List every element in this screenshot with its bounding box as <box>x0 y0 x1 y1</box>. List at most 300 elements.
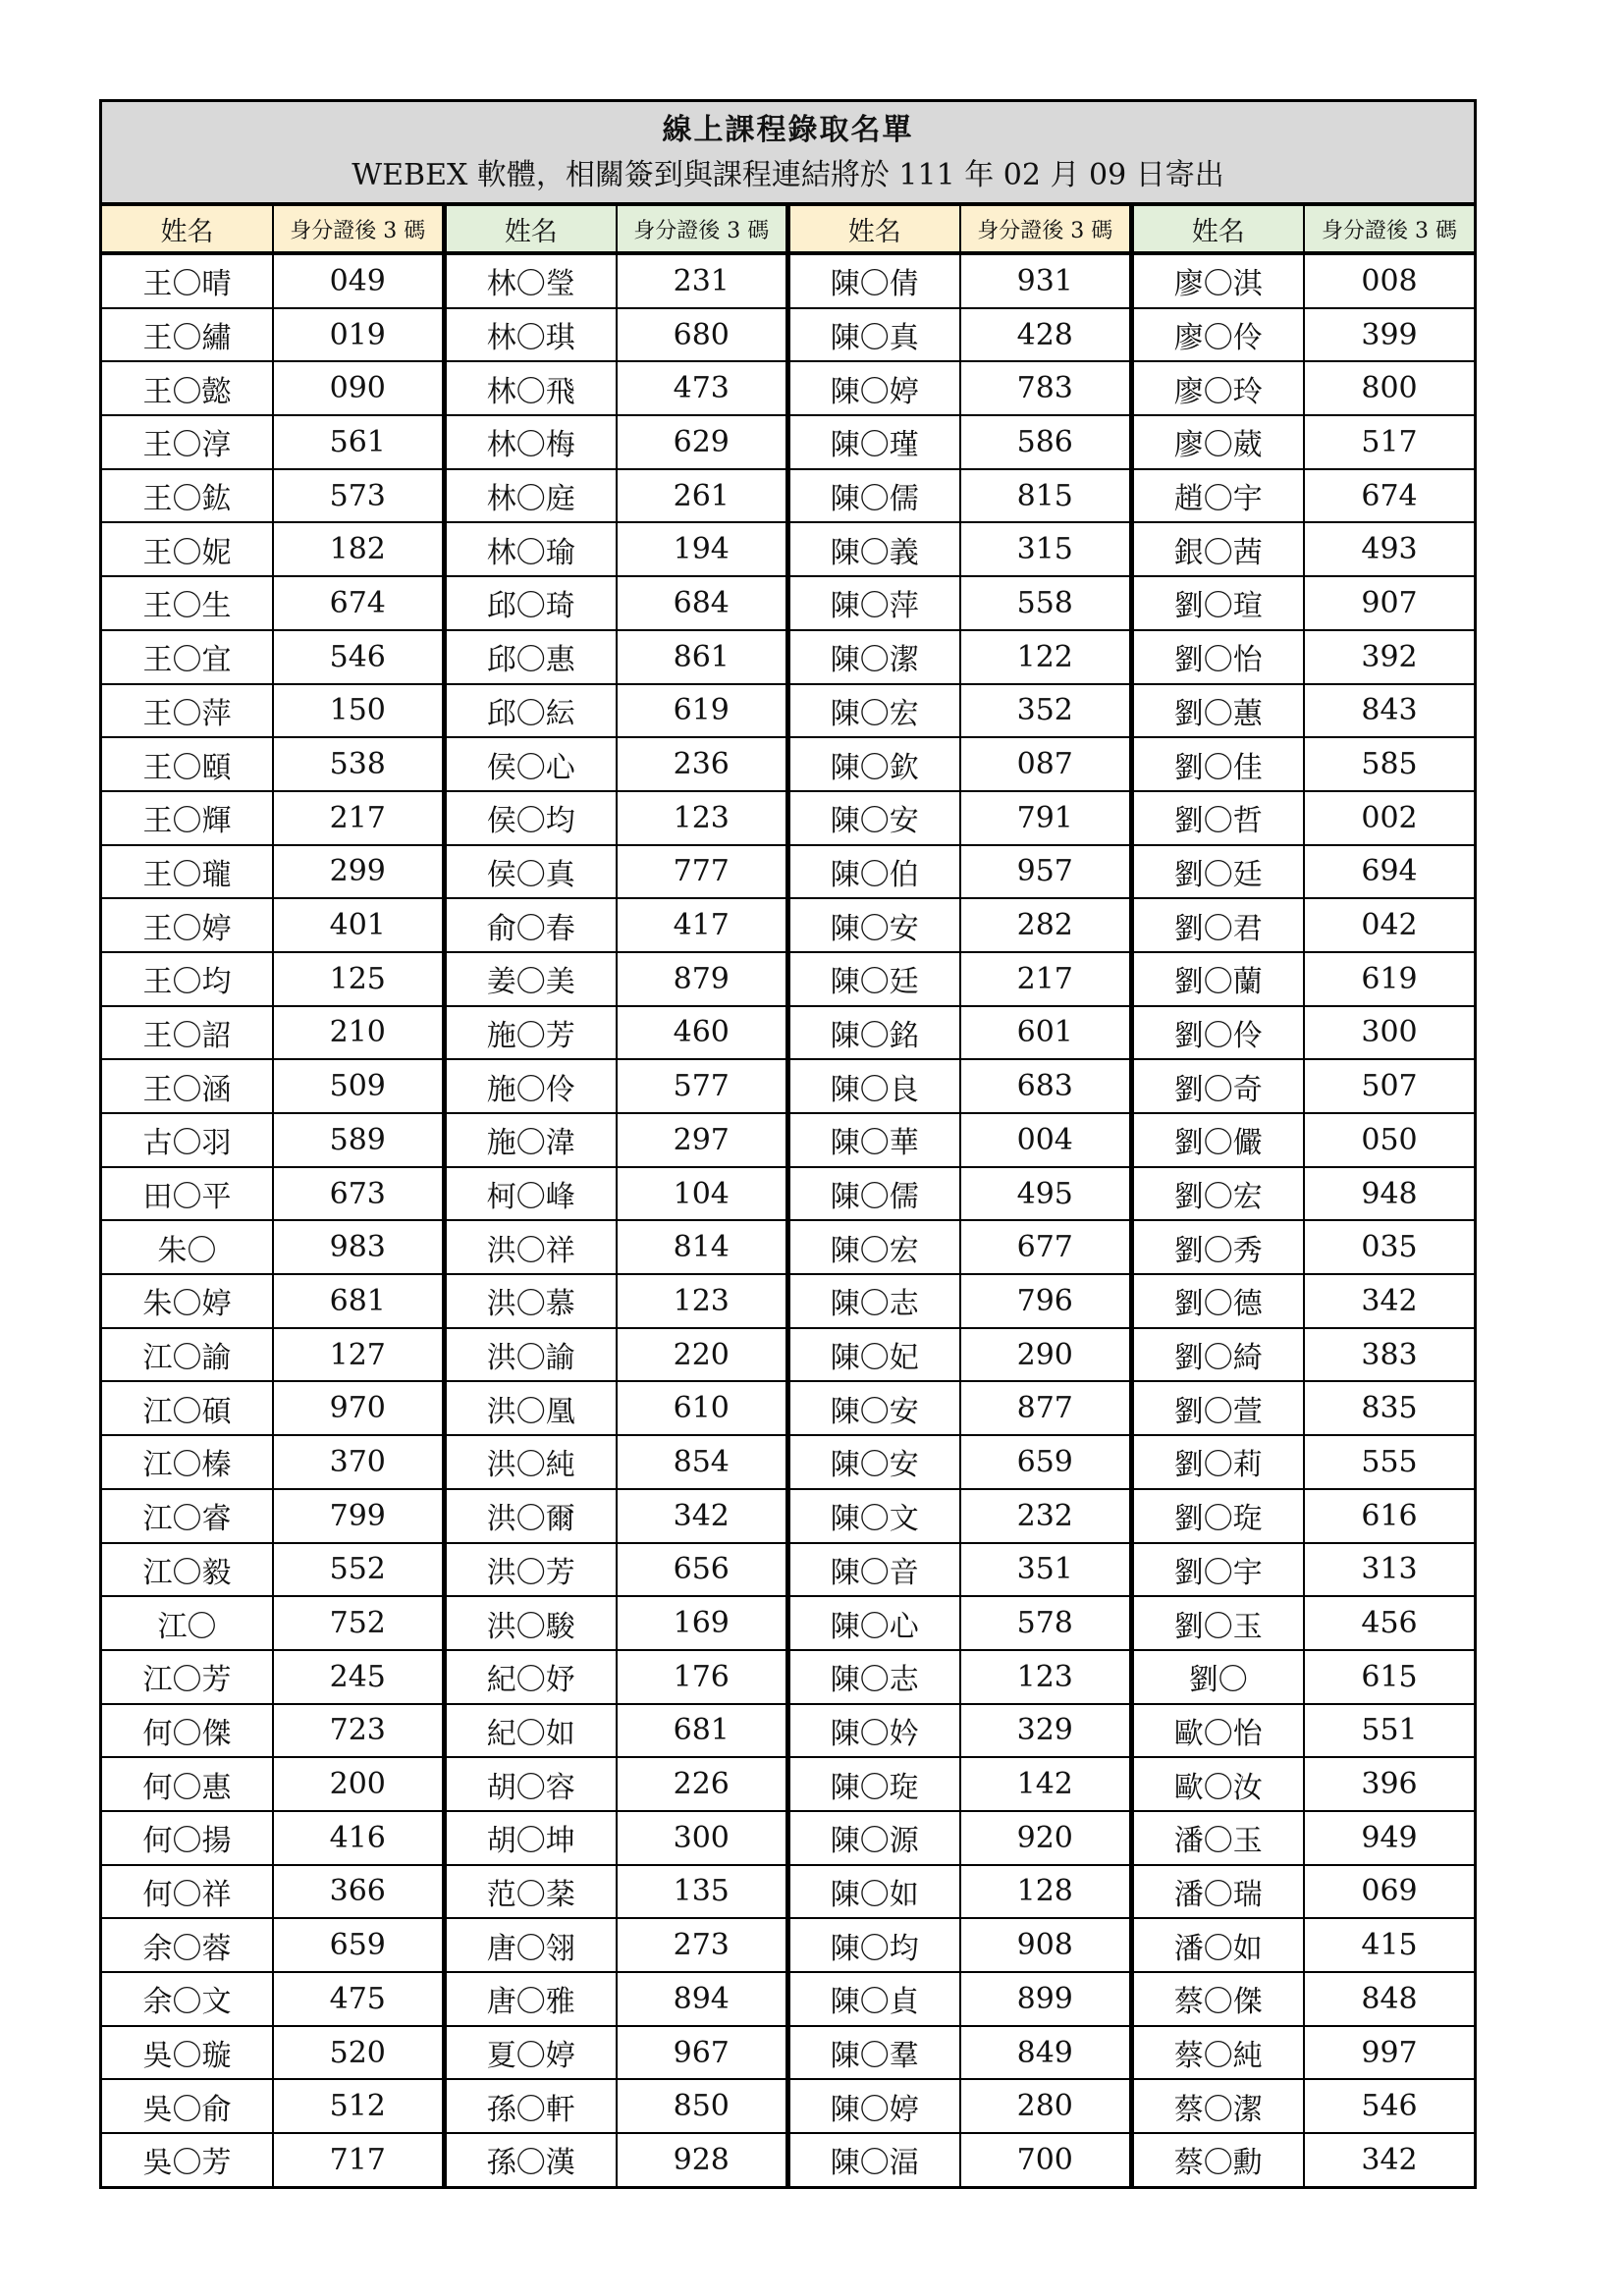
id-suffix-cell: 273 <box>617 1918 787 1972</box>
name-cell: 洪〇駿 <box>444 1596 617 1650</box>
id-suffix-cell: 835 <box>1304 1381 1474 1435</box>
name-cell: 劉〇德 <box>1131 1274 1304 1328</box>
id-suffix-cell: 002 <box>1304 791 1474 845</box>
table-row <box>102 308 1474 362</box>
table-row <box>102 791 1474 845</box>
name-cell: 陳〇安 <box>787 1381 960 1435</box>
table-row <box>102 1113 1474 1167</box>
id-suffix-cell: 135 <box>617 1865 787 1919</box>
name-cell: 陳〇琁 <box>787 1757 960 1811</box>
name-cell: 蔡〇傑 <box>1131 1972 1304 2026</box>
id-suffix-cell: 299 <box>273 845 444 899</box>
table-row <box>102 253 1474 308</box>
name-cell: 陳〇瑾 <box>787 415 960 469</box>
header-id-1: 身分證後 3 碼 <box>273 205 444 253</box>
id-suffix-cell: 217 <box>960 952 1131 1006</box>
id-suffix-cell: 122 <box>960 630 1131 684</box>
name-cell: 廖〇淇 <box>1131 253 1304 308</box>
id-suffix-cell: 948 <box>1304 1167 1474 1221</box>
id-suffix-cell: 399 <box>1304 308 1474 362</box>
table-row <box>102 1972 1474 2026</box>
name-cell: 王〇懿 <box>102 361 273 415</box>
id-suffix-cell: 495 <box>960 1167 1131 1221</box>
name-cell: 林〇琪 <box>444 308 617 362</box>
name-cell: 陳〇伯 <box>787 845 960 899</box>
id-suffix-cell: 879 <box>617 952 787 1006</box>
id-suffix-cell: 220 <box>617 1328 787 1382</box>
name-cell: 陳〇婷 <box>787 361 960 415</box>
id-suffix-cell: 578 <box>960 1596 1131 1650</box>
table-row <box>102 1918 1474 1972</box>
id-suffix-cell: 752 <box>273 1596 444 1650</box>
name-cell: 陳〇儒 <box>787 469 960 523</box>
table-row <box>102 1704 1474 1758</box>
table-row <box>102 1220 1474 1274</box>
id-suffix-cell: 861 <box>617 630 787 684</box>
id-suffix-cell: 814 <box>617 1220 787 1274</box>
name-cell: 陳〇源 <box>787 1811 960 1865</box>
name-cell: 陳〇妗 <box>787 1704 960 1758</box>
table-row <box>102 1757 1474 1811</box>
name-cell: 潘〇玉 <box>1131 1811 1304 1865</box>
name-cell: 陳〇安 <box>787 1435 960 1489</box>
name-cell: 劉〇玉 <box>1131 1596 1304 1650</box>
id-suffix-cell: 127 <box>273 1328 444 1382</box>
page-subtitle: WEBEX 軟體，相關簽到與課程連結將於 111 年 02 月 09 日寄出 <box>352 158 1224 192</box>
header-name-2: 姓名 <box>444 205 617 253</box>
name-cell: 陳〇義 <box>787 522 960 576</box>
id-suffix-cell: 552 <box>273 1543 444 1597</box>
name-cell: 王〇生 <box>102 576 273 630</box>
name-cell: 劉〇莉 <box>1131 1435 1304 1489</box>
name-cell: 王〇晴 <box>102 253 273 308</box>
name-cell: 廖〇葳 <box>1131 415 1304 469</box>
id-suffix-cell: 561 <box>273 415 444 469</box>
table-row <box>102 469 1474 523</box>
id-suffix-cell: 194 <box>617 522 787 576</box>
id-suffix-cell: 123 <box>617 1274 787 1328</box>
name-cell: 邱〇琦 <box>444 576 617 630</box>
id-suffix-cell: 700 <box>960 2133 1131 2186</box>
name-cell: 劉〇宏 <box>1131 1167 1304 1221</box>
id-suffix-cell: 843 <box>1304 684 1474 738</box>
name-cell: 劉〇君 <box>1131 898 1304 952</box>
name-cell: 江〇毅 <box>102 1543 273 1597</box>
id-suffix-cell: 907 <box>1304 576 1474 630</box>
id-suffix-cell: 931 <box>960 253 1131 308</box>
name-cell: 陳〇萍 <box>787 576 960 630</box>
id-suffix-cell: 928 <box>617 2133 787 2186</box>
id-suffix-cell: 401 <box>273 898 444 952</box>
name-cell: 陳〇倩 <box>787 253 960 308</box>
id-suffix-cell: 507 <box>1304 1059 1474 1113</box>
name-cell: 王〇均 <box>102 952 273 1006</box>
id-suffix-cell: 428 <box>960 308 1131 362</box>
name-cell: 江〇諭 <box>102 1328 273 1382</box>
id-suffix-cell: 585 <box>1304 737 1474 791</box>
name-cell: 劉〇綺 <box>1131 1328 1304 1382</box>
name-cell: 陳〇安 <box>787 791 960 845</box>
id-suffix-cell: 520 <box>273 2026 444 2080</box>
name-cell: 歐〇汝 <box>1131 1757 1304 1811</box>
id-suffix-cell: 677 <box>960 1220 1131 1274</box>
id-suffix-cell: 791 <box>960 791 1131 845</box>
name-cell: 林〇瑩 <box>444 253 617 308</box>
name-cell: 余〇蓉 <box>102 1918 273 1972</box>
name-cell: 王〇詔 <box>102 1006 273 1060</box>
name-cell: 林〇瑜 <box>444 522 617 576</box>
id-suffix-cell: 236 <box>617 737 787 791</box>
id-suffix-cell: 577 <box>617 1059 787 1113</box>
id-suffix-cell: 473 <box>617 361 787 415</box>
name-cell: 王〇淳 <box>102 415 273 469</box>
name-cell: 王〇妮 <box>102 522 273 576</box>
id-suffix-cell: 123 <box>960 1650 1131 1704</box>
sheet-header <box>102 102 1474 204</box>
id-suffix-cell: 589 <box>273 1113 444 1167</box>
id-suffix-cell: 673 <box>273 1167 444 1221</box>
table-body <box>102 253 1474 2186</box>
name-cell: 陳〇如 <box>787 1865 960 1919</box>
id-suffix-cell: 217 <box>273 791 444 845</box>
table-row <box>102 415 1474 469</box>
column-header-row <box>102 205 1474 253</box>
name-cell: 洪〇慕 <box>444 1274 617 1328</box>
id-suffix-cell: 610 <box>617 1381 787 1435</box>
name-cell: 陳〇志 <box>787 1650 960 1704</box>
id-suffix-cell: 854 <box>617 1435 787 1489</box>
name-cell: 陳〇婷 <box>787 2079 960 2133</box>
id-suffix-cell: 342 <box>1304 2133 1474 2186</box>
id-suffix-cell: 351 <box>960 1543 1131 1597</box>
id-suffix-cell: 342 <box>617 1489 787 1543</box>
name-cell: 王〇涵 <box>102 1059 273 1113</box>
id-suffix-cell: 538 <box>273 737 444 791</box>
id-suffix-cell: 616 <box>1304 1489 1474 1543</box>
name-cell: 夏〇婷 <box>444 2026 617 2080</box>
name-cell: 潘〇瑞 <box>1131 1865 1304 1919</box>
id-suffix-cell: 090 <box>273 361 444 415</box>
name-cell: 古〇羽 <box>102 1113 273 1167</box>
name-cell: 侯〇均 <box>444 791 617 845</box>
id-suffix-cell: 329 <box>960 1704 1131 1758</box>
name-cell: 陳〇良 <box>787 1059 960 1113</box>
name-cell: 田〇平 <box>102 1167 273 1221</box>
id-suffix-cell: 050 <box>1304 1113 1474 1167</box>
id-suffix-cell: 920 <box>960 1811 1131 1865</box>
table-row <box>102 845 1474 899</box>
name-cell: 胡〇容 <box>444 1757 617 1811</box>
id-suffix-cell: 615 <box>1304 1650 1474 1704</box>
id-suffix-cell: 694 <box>1304 845 1474 899</box>
table-row <box>102 1381 1474 1435</box>
name-cell: 何〇揚 <box>102 1811 273 1865</box>
table-row <box>102 1274 1474 1328</box>
id-suffix-cell: 042 <box>1304 898 1474 952</box>
id-suffix-cell: 850 <box>617 2079 787 2133</box>
table-row <box>102 576 1474 630</box>
id-suffix-cell: 983 <box>273 1220 444 1274</box>
id-suffix-cell: 313 <box>1304 1543 1474 1597</box>
id-suffix-cell: 415 <box>1304 1918 1474 1972</box>
name-cell: 江〇 <box>102 1596 273 1650</box>
id-suffix-cell: 176 <box>617 1650 787 1704</box>
id-suffix-cell: 019 <box>273 308 444 362</box>
name-cell: 陳〇湢 <box>787 2133 960 2186</box>
id-suffix-cell: 370 <box>273 1435 444 1489</box>
id-suffix-cell: 226 <box>617 1757 787 1811</box>
name-cell: 劉〇秀 <box>1131 1220 1304 1274</box>
table-row <box>102 361 1474 415</box>
name-cell: 劉〇佳 <box>1131 737 1304 791</box>
table-row <box>102 1167 1474 1221</box>
header-id-4: 身分證後 3 碼 <box>1304 205 1474 253</box>
id-suffix-cell: 555 <box>1304 1435 1474 1489</box>
id-suffix-cell: 619 <box>617 684 787 738</box>
name-cell: 施〇芳 <box>444 1006 617 1060</box>
name-cell: 陳〇華 <box>787 1113 960 1167</box>
name-cell: 江〇榛 <box>102 1435 273 1489</box>
id-suffix-cell: 315 <box>960 522 1131 576</box>
id-suffix-cell: 546 <box>273 630 444 684</box>
id-suffix-cell: 245 <box>273 1650 444 1704</box>
name-cell: 俞〇春 <box>444 898 617 952</box>
name-cell: 劉〇琁 <box>1131 1489 1304 1543</box>
name-cell: 邱〇惠 <box>444 630 617 684</box>
id-suffix-cell: 004 <box>960 1113 1131 1167</box>
name-cell: 孫〇漢 <box>444 2133 617 2186</box>
name-cell: 施〇湋 <box>444 1113 617 1167</box>
id-suffix-cell: 970 <box>273 1381 444 1435</box>
table-row <box>102 1865 1474 1919</box>
name-cell: 王〇瓏 <box>102 845 273 899</box>
id-suffix-cell: 949 <box>1304 1811 1474 1865</box>
id-suffix-cell: 674 <box>273 576 444 630</box>
id-suffix-cell: 280 <box>960 2079 1131 2133</box>
table-row <box>102 1650 1474 1704</box>
name-cell: 王〇頤 <box>102 737 273 791</box>
name-cell: 陳〇宏 <box>787 1220 960 1274</box>
id-suffix-cell: 967 <box>617 2026 787 2080</box>
name-cell: 江〇芳 <box>102 1650 273 1704</box>
name-cell: 王〇宜 <box>102 630 273 684</box>
table-row <box>102 1489 1474 1543</box>
name-cell: 姜〇美 <box>444 952 617 1006</box>
id-suffix-cell: 049 <box>273 253 444 308</box>
id-suffix-cell: 142 <box>960 1757 1131 1811</box>
id-suffix-cell: 684 <box>617 576 787 630</box>
name-cell: 陳〇文 <box>787 1489 960 1543</box>
table-row <box>102 1811 1474 1865</box>
header-name-3: 姓名 <box>787 205 960 253</box>
id-suffix-cell: 087 <box>960 737 1131 791</box>
id-suffix-cell: 681 <box>273 1274 444 1328</box>
name-cell: 吳〇璇 <box>102 2026 273 2080</box>
id-suffix-cell: 460 <box>617 1006 787 1060</box>
name-cell: 劉〇萱 <box>1131 1381 1304 1435</box>
name-cell: 洪〇祥 <box>444 1220 617 1274</box>
name-cell: 唐〇雅 <box>444 1972 617 2026</box>
id-suffix-cell: 894 <box>617 1972 787 2026</box>
id-suffix-cell: 783 <box>960 361 1131 415</box>
id-suffix-cell: 456 <box>1304 1596 1474 1650</box>
id-suffix-cell: 619 <box>1304 952 1474 1006</box>
name-cell: 余〇文 <box>102 1972 273 2026</box>
id-suffix-cell: 517 <box>1304 415 1474 469</box>
id-suffix-cell: 104 <box>617 1167 787 1221</box>
id-suffix-cell: 123 <box>617 791 787 845</box>
id-suffix-cell: 815 <box>960 469 1131 523</box>
name-cell: 陳〇貞 <box>787 1972 960 2026</box>
name-cell: 陳〇羣 <box>787 2026 960 2080</box>
id-suffix-cell: 877 <box>960 1381 1131 1435</box>
name-cell: 陳〇廷 <box>787 952 960 1006</box>
name-cell: 陳〇宏 <box>787 684 960 738</box>
name-cell: 朱〇 <box>102 1220 273 1274</box>
id-suffix-cell: 396 <box>1304 1757 1474 1811</box>
name-cell: 銀〇茜 <box>1131 522 1304 576</box>
id-suffix-cell: 558 <box>960 576 1131 630</box>
table-row <box>102 1435 1474 1489</box>
header-id-3: 身分證後 3 碼 <box>960 205 1131 253</box>
name-cell: 洪〇爾 <box>444 1489 617 1543</box>
id-suffix-cell: 659 <box>960 1435 1131 1489</box>
id-suffix-cell: 231 <box>617 253 787 308</box>
name-cell: 廖〇玲 <box>1131 361 1304 415</box>
id-suffix-cell: 899 <box>960 1972 1131 2026</box>
id-suffix-cell: 383 <box>1304 1328 1474 1382</box>
name-cell: 劉〇蕙 <box>1131 684 1304 738</box>
id-suffix-cell: 629 <box>617 415 787 469</box>
id-suffix-cell: 290 <box>960 1328 1131 1382</box>
id-suffix-cell: 601 <box>960 1006 1131 1060</box>
name-cell: 陳〇音 <box>787 1543 960 1597</box>
name-cell: 紀〇妤 <box>444 1650 617 1704</box>
name-cell: 侯〇真 <box>444 845 617 899</box>
id-suffix-cell: 069 <box>1304 1865 1474 1919</box>
name-cell: 陳〇潔 <box>787 630 960 684</box>
table-row <box>102 1059 1474 1113</box>
name-cell: 陳〇欽 <box>787 737 960 791</box>
name-cell: 胡〇坤 <box>444 1811 617 1865</box>
name-cell: 劉〇奇 <box>1131 1059 1304 1113</box>
name-cell: 吳〇芳 <box>102 2133 273 2186</box>
id-suffix-cell: 169 <box>617 1596 787 1650</box>
id-suffix-cell: 200 <box>273 1757 444 1811</box>
name-cell: 陳〇安 <box>787 898 960 952</box>
name-cell: 江〇碩 <box>102 1381 273 1435</box>
id-suffix-cell: 300 <box>617 1811 787 1865</box>
name-cell: 吳〇俞 <box>102 2079 273 2133</box>
id-suffix-cell: 777 <box>617 845 787 899</box>
id-suffix-cell: 849 <box>960 2026 1131 2080</box>
id-suffix-cell: 035 <box>1304 1220 1474 1274</box>
id-suffix-cell: 392 <box>1304 630 1474 684</box>
id-suffix-cell: 546 <box>1304 2079 1474 2133</box>
table-row <box>102 1006 1474 1060</box>
id-suffix-cell: 848 <box>1304 1972 1474 2026</box>
header-name-1: 姓名 <box>102 205 273 253</box>
table-row <box>102 1328 1474 1382</box>
name-cell: 林〇庭 <box>444 469 617 523</box>
name-cell: 劉〇宇 <box>1131 1543 1304 1597</box>
name-cell: 劉〇儼 <box>1131 1113 1304 1167</box>
id-suffix-cell: 800 <box>1304 361 1474 415</box>
id-suffix-cell: 475 <box>273 1972 444 2026</box>
header-name-4: 姓名 <box>1131 205 1304 253</box>
name-cell: 林〇梅 <box>444 415 617 469</box>
table-row <box>102 2026 1474 2080</box>
name-cell: 朱〇婷 <box>102 1274 273 1328</box>
name-cell: 范〇棻 <box>444 1865 617 1919</box>
id-suffix-cell: 509 <box>273 1059 444 1113</box>
id-suffix-cell: 659 <box>273 1918 444 1972</box>
name-cell: 紀〇如 <box>444 1704 617 1758</box>
id-suffix-cell: 551 <box>1304 1704 1474 1758</box>
table-row <box>102 684 1474 738</box>
id-suffix-cell: 008 <box>1304 253 1474 308</box>
name-cell: 劉〇 <box>1131 1650 1304 1704</box>
name-cell: 蔡〇勳 <box>1131 2133 1304 2186</box>
name-cell: 洪〇純 <box>444 1435 617 1489</box>
id-suffix-cell: 908 <box>960 1918 1131 1972</box>
name-cell: 王〇輝 <box>102 791 273 845</box>
table-row <box>102 2133 1474 2186</box>
id-suffix-cell: 681 <box>617 1704 787 1758</box>
id-suffix-cell: 573 <box>273 469 444 523</box>
table-row <box>102 952 1474 1006</box>
name-cell: 劉〇怡 <box>1131 630 1304 684</box>
name-cell: 劉〇伶 <box>1131 1006 1304 1060</box>
id-suffix-cell: 282 <box>960 898 1131 952</box>
name-cell: 劉〇哲 <box>1131 791 1304 845</box>
id-suffix-cell: 232 <box>960 1489 1131 1543</box>
name-cell: 洪〇諭 <box>444 1328 617 1382</box>
name-cell: 王〇婷 <box>102 898 273 952</box>
id-suffix-cell: 656 <box>617 1543 787 1597</box>
name-cell: 林〇飛 <box>444 361 617 415</box>
id-suffix-cell: 493 <box>1304 522 1474 576</box>
table-row <box>102 2079 1474 2133</box>
name-cell: 何〇傑 <box>102 1704 273 1758</box>
name-cell: 廖〇伶 <box>1131 308 1304 362</box>
id-suffix-cell: 586 <box>960 415 1131 469</box>
id-suffix-cell: 416 <box>273 1811 444 1865</box>
id-suffix-cell: 674 <box>1304 469 1474 523</box>
name-cell: 蔡〇純 <box>1131 2026 1304 2080</box>
id-suffix-cell: 342 <box>1304 1274 1474 1328</box>
id-suffix-cell: 957 <box>960 845 1131 899</box>
id-suffix-cell: 417 <box>617 898 787 952</box>
id-suffix-cell: 128 <box>960 1865 1131 1919</box>
id-suffix-cell: 352 <box>960 684 1131 738</box>
id-suffix-cell: 210 <box>273 1006 444 1060</box>
name-cell: 唐〇翎 <box>444 1918 617 1972</box>
name-cell: 何〇祥 <box>102 1865 273 1919</box>
name-cell: 劉〇廷 <box>1131 845 1304 899</box>
name-cell: 邱〇紜 <box>444 684 617 738</box>
name-cell: 陳〇均 <box>787 1918 960 1972</box>
name-cell: 施〇伶 <box>444 1059 617 1113</box>
name-cell: 趙〇宇 <box>1131 469 1304 523</box>
admission-table <box>102 204 1474 2186</box>
name-cell: 陳〇銘 <box>787 1006 960 1060</box>
name-cell: 潘〇如 <box>1131 1918 1304 1972</box>
id-suffix-cell: 717 <box>273 2133 444 2186</box>
name-cell: 蔡〇潔 <box>1131 2079 1304 2133</box>
id-suffix-cell: 297 <box>617 1113 787 1167</box>
name-cell: 陳〇志 <box>787 1274 960 1328</box>
